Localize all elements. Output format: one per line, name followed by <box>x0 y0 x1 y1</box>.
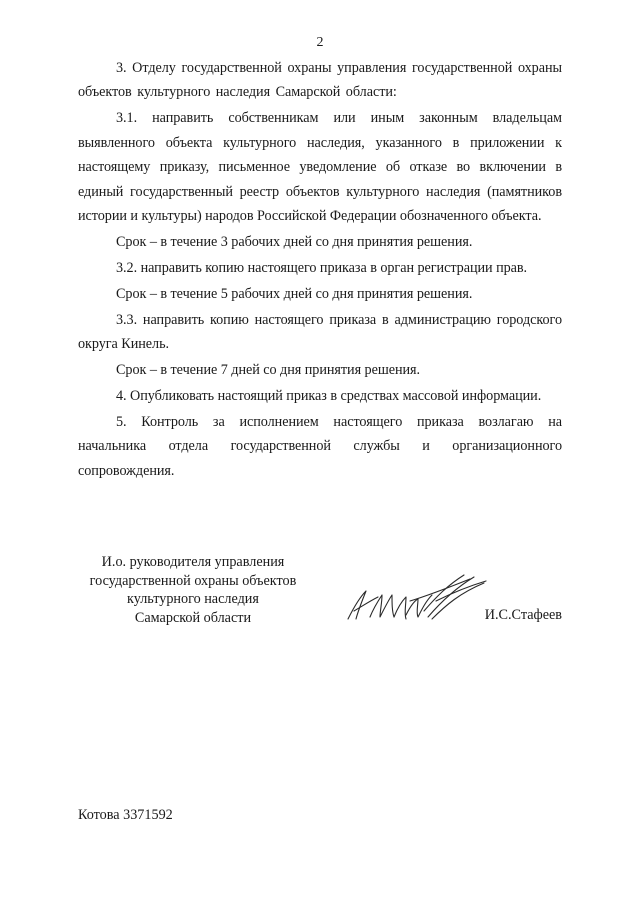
deadline-3-2: Срок – в течение 5 рабочих дней со дня принятия решения. <box>116 285 473 302</box>
page-number: 2 <box>316 35 324 50</box>
paragraph-5: 5. Контроль за исполнением настоящего приказа возлагаю на начальника отдела государственной службы и организационного сопровождения. <box>78 413 562 479</box>
executor-note: Котова 3371592 <box>78 807 173 823</box>
paragraph-3-3: 3.3. направить копию настоящего приказа в администрацию городского округа Кинель. <box>78 311 562 352</box>
paragraph-3: 3. Отделу государственной охраны управления государственной охраны объектов культурного наследия Самарской области: <box>78 60 562 101</box>
document-body <box>78 56 562 484</box>
paragraph-3-1: 3.1. направить собственникам или иным законным владельцам выявленного объекта культурного наследия, указанного в приложении к настоящему приказу, письменное уведомление об отказе во включении в единый государственный реестр объектов культурного наследия (памятников истории и культуры) народов Российской Федерации обозначенного объекта. <box>78 110 562 224</box>
signatory-title-line: И.о. руководителя управления <box>101 554 285 570</box>
paragraph-4: 4. Опубликовать настоящий приказ в средствах массовой информации. <box>116 387 542 404</box>
signatory-title-line: Самарской области <box>134 609 252 626</box>
paragraph-3-2: 3.2. направить копию настоящего приказа в орган регистрации прав. <box>116 259 528 276</box>
handwritten-signature <box>340 561 490 631</box>
deadline-3-3: Срок – в течение 7 дней со дня принятия решения. <box>116 361 421 378</box>
signatory-title-line: культурного наследия <box>127 591 259 607</box>
signature-block <box>78 553 562 633</box>
signatory-title-line: государственной охраны объектов <box>89 572 297 589</box>
signatory-name: И.С.Стафеев <box>484 607 562 623</box>
deadline-3-1: Срок – в течение 3 рабочих дней со дня принятия решения. <box>116 233 473 250</box>
signatory-title <box>78 553 308 627</box>
